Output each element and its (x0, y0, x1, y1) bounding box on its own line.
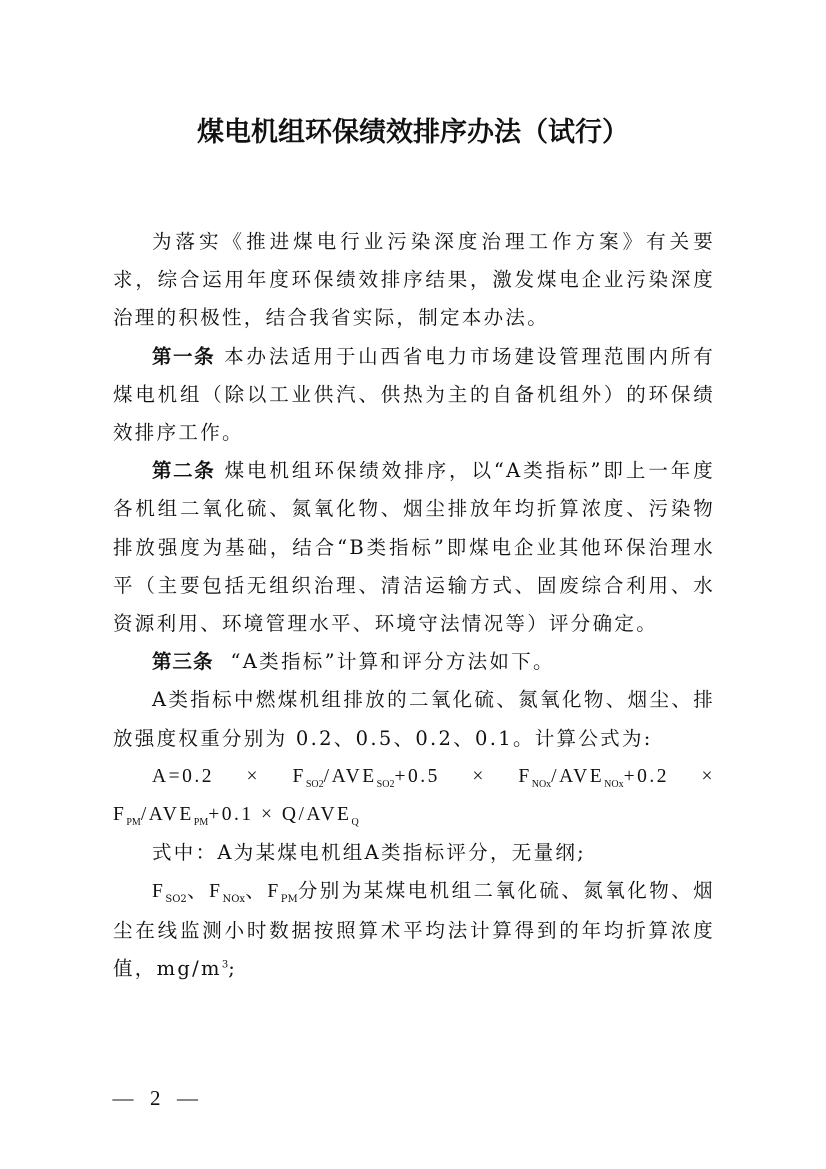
article-3-label: 第三条 (152, 650, 214, 674)
formula-subscript: NOx (531, 778, 552, 790)
article-1-label: 第一条 (152, 344, 216, 368)
article-2-paragraph (113, 452, 715, 643)
article-2-text: 煤电机组环保绩效排序，以“A类指标”即上一年度各机组二氧化硫、氮氧化物、烟尘排放年均折算浓度、污染物排放强度为基础，结合“B类指标”即煤电企业其他环保治理水平（主要包括无组织治理、清洁运输方式、固废综合利用、水资源利用、环境管理水平、环境守法情况等）评分确定。 (113, 459, 716, 636)
intro-paragraph: 为落实《推进煤电行业污染深度治理工作方案》有关要求，综合运用年度环保绩效排序结果，激发煤电企业污染深度治理的积极性，结合我省实际，制定本办法。 (113, 230, 715, 330)
formula-term-3: +0.2 × F (113, 765, 716, 826)
formula-term-4: +0.1 × Q/AVE (208, 804, 352, 826)
article-1-text: 本办法适用于山西省电力市场建设管理范围内所有煤电机组（除以工业供汽、供热为主的自备机组外）的环保绩效排序工作。 (113, 344, 715, 445)
formula-subscript: NOx (604, 778, 624, 790)
f-symbol: 、F (245, 881, 281, 903)
f-subscript: PM (280, 894, 298, 906)
f-definition-text: 分别为某煤电机组二氧化硫、氮氧化物、烟尘在线监测小时数据按照算术平均法计算得到的年均折算浓度值，mg/m (113, 879, 715, 980)
formula-term-1: 0.2 × F (182, 765, 306, 787)
formula-divisor: /AVE (551, 765, 605, 787)
document-title: 煤电机组环保绩效排序办法（试行） (197, 117, 629, 148)
weights-paragraph: A类指标中燃煤机组排放的二氧化硫、氮氧化物、烟尘、排放强度权重分别为 0.2、0.5、0.2、0.1。计算公式为: (113, 688, 715, 750)
f-definition-end: ; (228, 956, 238, 980)
f-subscript: SO2 (165, 894, 187, 906)
f-subscript: NOx (222, 894, 246, 906)
page-number: 2 (150, 1086, 161, 1110)
page-footer (112, 1086, 199, 1111)
formula-subscript: SO2 (376, 778, 395, 790)
f-symbol: 、F (186, 881, 223, 903)
formula-term-2: +0.5 × F (394, 765, 532, 787)
unit-superscript: 3 (221, 959, 229, 971)
f-definition-paragraph (113, 872, 715, 988)
where-paragraph: 式中：A为某煤电机组A类指标评分，无量纲; (152, 841, 587, 865)
formula-paragraph (113, 758, 715, 834)
formula-subscript: PM (126, 816, 141, 828)
footer-dash-right: — (177, 1086, 198, 1110)
article-3-paragraph (113, 643, 715, 681)
formula-subscript: Q (351, 816, 359, 828)
article-3-text: “A类指标”计算和评分方法如下。 (230, 650, 555, 674)
f-symbol: F (152, 881, 166, 903)
formula-subscript: PM (193, 816, 209, 828)
formula-divisor: /AVE (323, 765, 377, 787)
article-2-label: 第二条 (152, 459, 216, 483)
formula-divisor: /AVE (140, 804, 194, 826)
document-body (113, 223, 715, 988)
formula-lhs: A= (152, 765, 183, 787)
article-1-paragraph (113, 338, 715, 453)
footer-dash-left: — (112, 1086, 134, 1110)
formula-subscript: SO2 (305, 778, 324, 790)
